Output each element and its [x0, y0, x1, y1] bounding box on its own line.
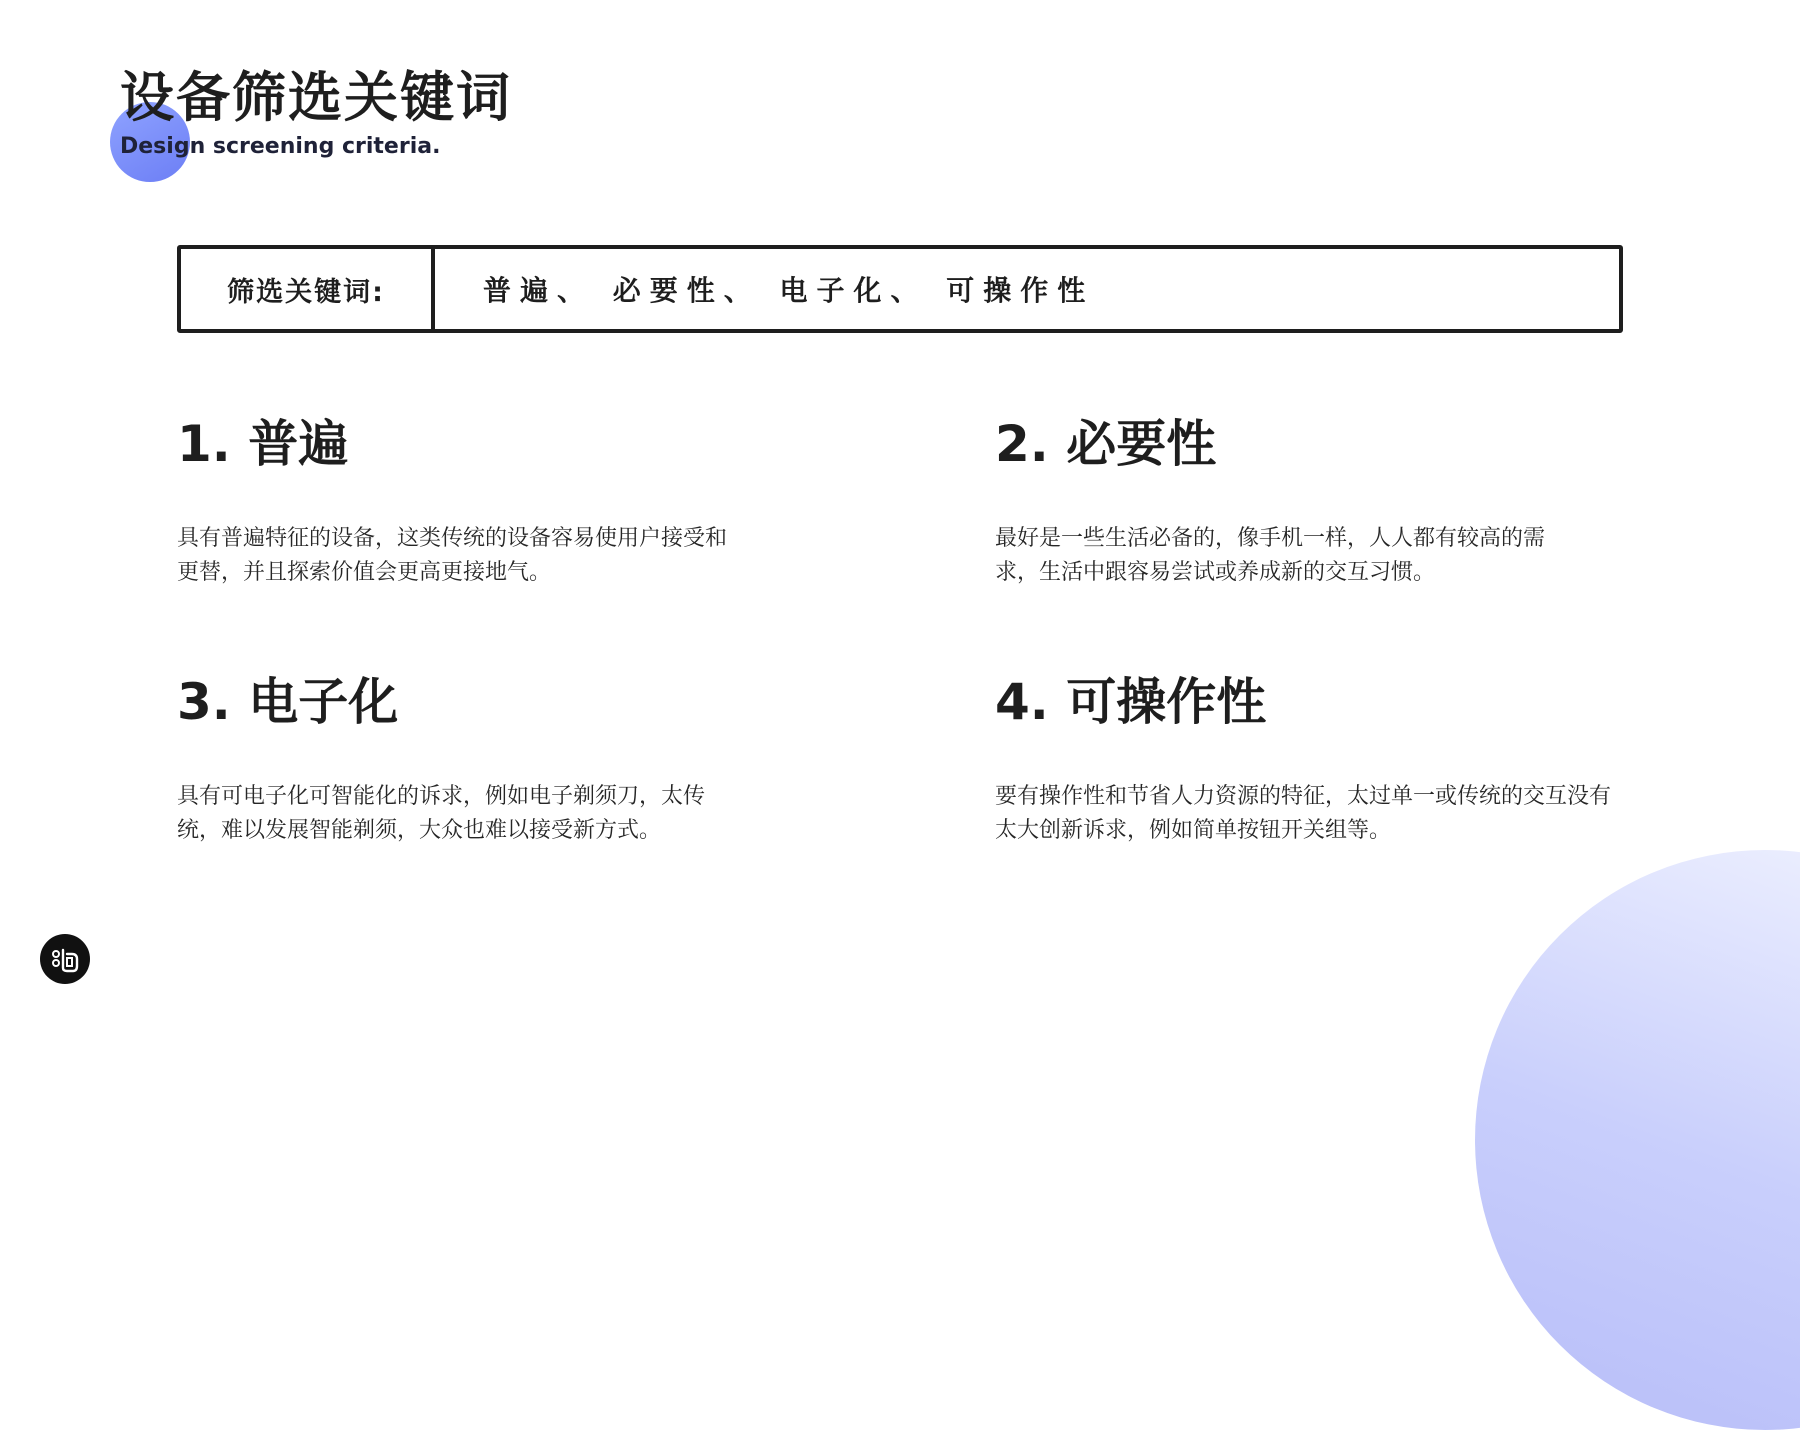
section-universal — [177, 414, 817, 590]
section-heading: 3. 电子化 — [177, 673, 399, 731]
section-body: 具有可电子化可智能化的诉求，例如电子剃须刀，太传统，难以发展智能剃须，大众也难以接受新方式。 — [177, 784, 706, 843]
section-heading: 1. 普遍 — [177, 415, 349, 473]
keyword-label: 筛选关键词: — [181, 249, 435, 329]
page-title: 设备筛选关键词 — [120, 66, 512, 129]
section-body: 最好是一些生活必备的，像手机一样，人人都有较高的需求，生活中跟容易尝试或养成新的交互习惯。 — [995, 526, 1546, 585]
keyword-box — [177, 245, 1623, 333]
section-necessity — [995, 414, 1635, 590]
brand-logo-glyph-icon — [48, 942, 82, 976]
decorative-corner-gradient — [1475, 850, 1800, 1430]
section-heading: 4. 可操作性 — [995, 673, 1267, 731]
brand-logo-icon — [40, 934, 90, 984]
section-operability — [995, 672, 1635, 848]
section-electronic — [177, 672, 817, 848]
section-body: 具有普遍特征的设备，这类传统的设备容易使用户接受和更替，并且探索价值会更高更接地气。 — [177, 526, 728, 585]
section-body: 要有操作性和节省人力资源的特征，太过单一或传统的交互没有太大创新诉求，例如简单按钮开关组等。 — [995, 784, 1612, 843]
page-subtitle: Design screening criteria. — [120, 134, 441, 159]
keyword-values: 普遍、 必要性、 电子化、 可操作性 — [483, 274, 1095, 307]
section-heading: 2. 必要性 — [995, 415, 1217, 473]
